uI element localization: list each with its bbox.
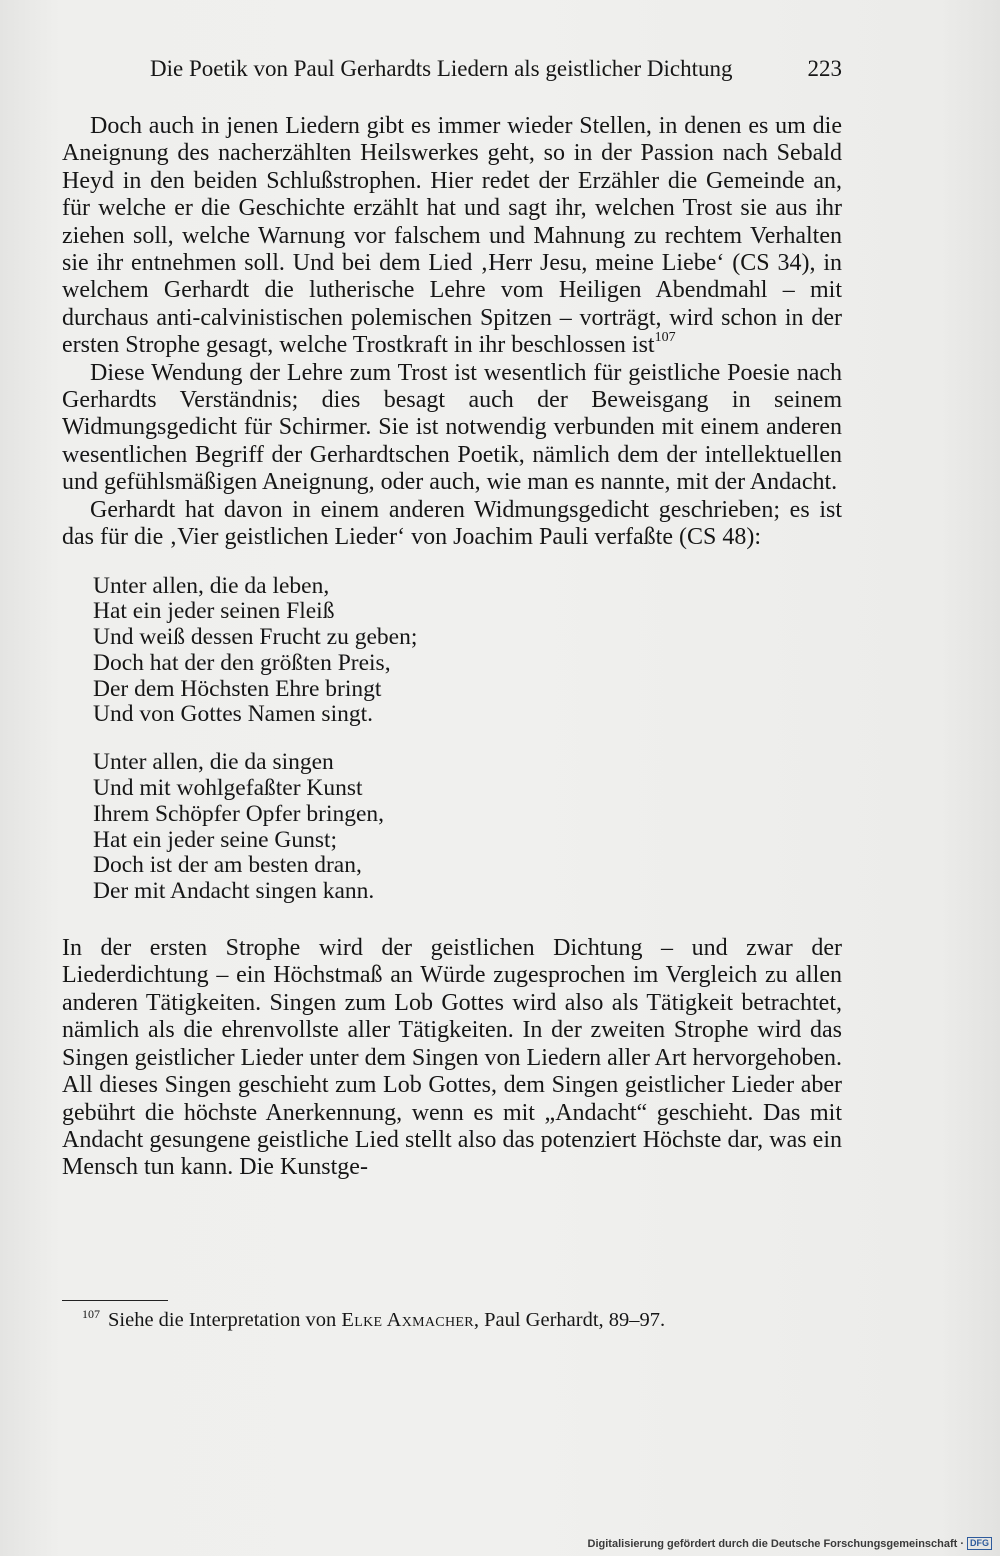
running-title: Die Poetik von Paul Gerhardts Liedern als geistlicher Dichtung xyxy=(150,56,733,81)
credit-separator: · xyxy=(960,1537,964,1550)
digitization-credit xyxy=(588,1537,992,1550)
paragraph-1-text: Doch auch in jenen Liedern gibt es immer wieder Stellen, in denen es um die Aneignung des nacherzählten Heilswerkes geht, so in der Passion nach Sebald Heyd in den beiden Schlußstrophen. Hier redet der Erzähler die Gemeinde an, für welche er die Geschichte erzählt hat und sagt ihr, welchen Trost sie aus ihr ziehen soll, welche Warnung vor falschem und Mahnung zu rechtem Verhalten sie ihr entnehmen soll. Und bei dem Lied ‚Herr Jesu, meine Liebe‘ (CS 34), in welchem Gerhardt die lutherische Lehre vom Heiligen Abendmahl – mit durchaus anti-calvinistischen polemischen Spitzen – vorträgt, wird schon in der ersten Strophe gesagt, welche Trostkraft in ihr beschlossen ist xyxy=(62,113,842,359)
credit-text: Digitalisierung gefördert durch die Deutsche Forschungsgemeinschaft xyxy=(587,1537,958,1550)
main-text xyxy=(62,113,842,1182)
poem-quotation xyxy=(93,574,842,906)
paragraph-3: Gerhardt hat davon in einem anderen Widmungsgedicht geschrieben; es ist das für die ‚Vier geistlichen Lieder‘ von Joachim Pauli verfaßte (CS 48): xyxy=(62,496,842,551)
footnote-text-start: Siehe die Interpretation von xyxy=(108,1309,342,1331)
footnote-107 xyxy=(82,1307,842,1333)
poem-stanza-1 xyxy=(93,574,842,729)
verse-line: Doch ist der am besten dran, xyxy=(93,852,362,879)
verse-line: Und mit wohlgefaßter Kunst xyxy=(93,775,363,802)
paragraph-4: In der ersten Strophe wird der geistlichen Dichtung – und zwar der Liederdichtung – ein Höchstmaß an Würde zugesprochen im Vergleich zu allen anderen Tätigkeiten. Singen zum Lob Gottes wird also als Tätigkeit betrachtet, nämlich als die ehrenvollste aller Tätigkeiten. In der zweiten Strophe wird das Singen geistlicher Lieder unter dem Singen von Liedern aller Art hervorgehoben. All dieses Singen geschieht zum Lob Gottes, dem Singen geistlicher Lieder aber gebührt die höchste Anerkennung, wenn es mit „Andacht“ geschieht. Das mit Andacht gesungene geistliche Lied stellt also das potenziert Höchste dar, was ein Mensch tun kann. Die Kunstge- xyxy=(62,935,842,1181)
paragraph-1 xyxy=(62,113,842,360)
verse-line: Der mit Andacht singen kann. xyxy=(93,878,375,905)
running-header xyxy=(150,52,842,92)
verse-line: Ihrem Schöpfer Opfer bringen, xyxy=(93,800,385,827)
page-number: 223 xyxy=(807,56,842,81)
verse-line: Unter allen, die da singen xyxy=(93,749,334,776)
verse-line: Und weiß dessen Frucht zu geben; xyxy=(93,624,418,651)
footnote-text-end: , Paul Gerhardt, 89–97. xyxy=(473,1309,666,1331)
verse-line: Hat ein jeder seinen Fleiß xyxy=(93,598,335,625)
poem-stanza-2 xyxy=(93,750,842,905)
footnote-number: 107 xyxy=(82,1307,100,1321)
verse-line: Unter allen, die da leben, xyxy=(93,572,330,599)
paragraph-2: Diese Wendung der Lehre zum Trost ist wesentlich für geistliche Poesie nach Gerhardts Verständnis; dies besagt auch der Beweisgang in seinem Widmungsgedicht für Schirmer. Sie ist notwendig verbunden mit einem anderen wesentlichen Begriff der Gerhardtschen Poetik, nämlich dem der intellektuellen und gefühlsmäßigen Aneignung, oder auch, wie man es nannte, mit der Andacht. xyxy=(62,359,842,496)
footnote-divider xyxy=(62,1300,168,1301)
verse-line: Doch hat der den größten Preis, xyxy=(93,649,391,676)
footnote-reference: 107 xyxy=(654,330,676,346)
footnote-author: Elke Axmacher xyxy=(341,1309,474,1331)
verse-line: Und von Gottes Namen singt. xyxy=(93,701,374,728)
verse-line: Der dem Höchsten Ehre bringt xyxy=(93,675,382,702)
dfg-logo-icon: DFG xyxy=(967,1537,992,1550)
verse-line: Hat ein jeder seine Gunst; xyxy=(93,826,338,853)
